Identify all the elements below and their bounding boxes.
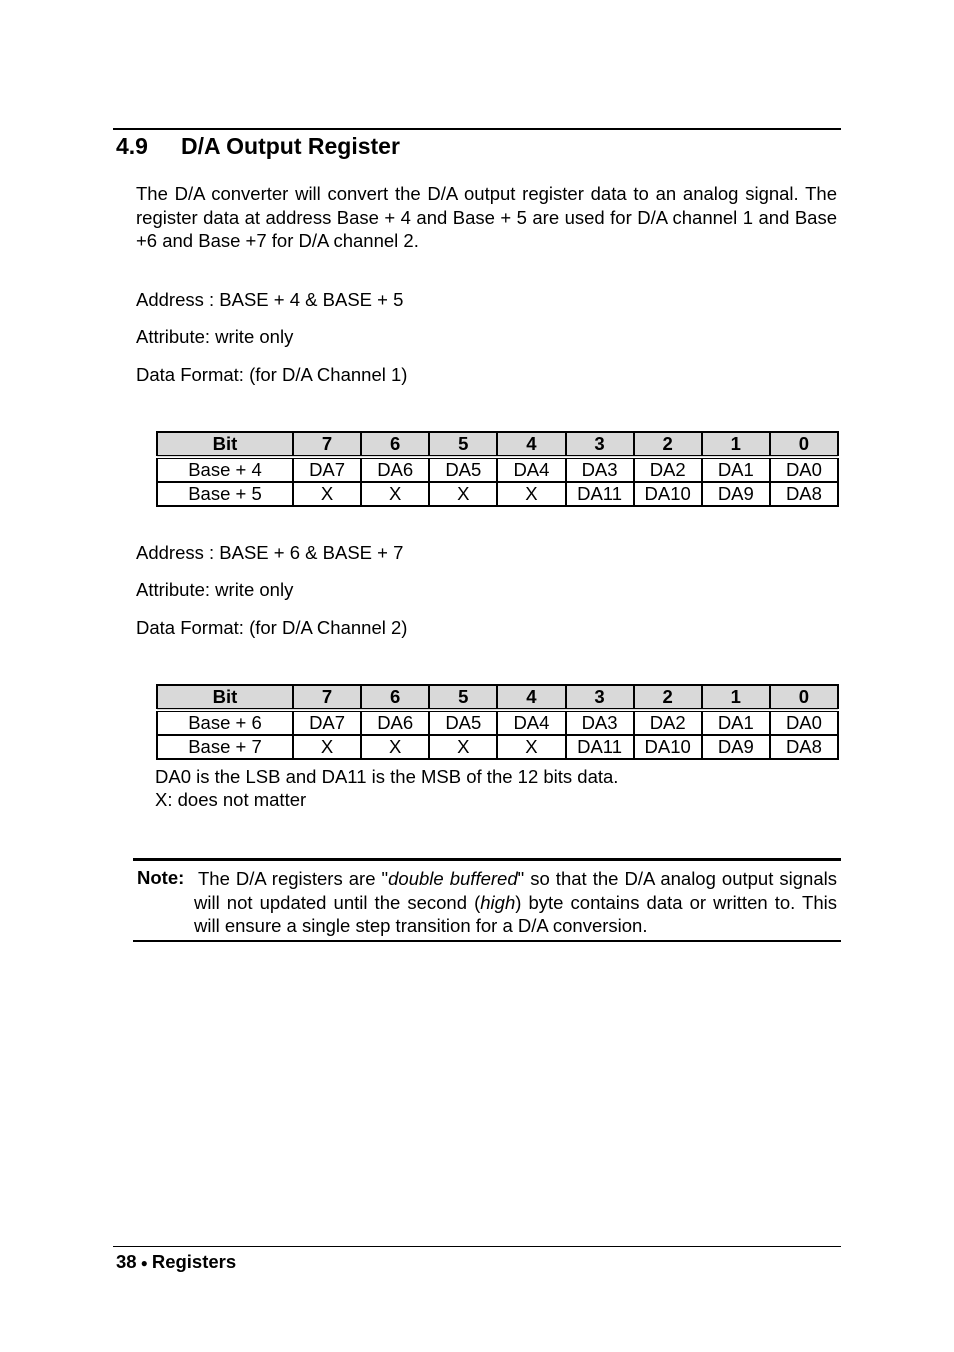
table-cell: X <box>497 735 565 759</box>
table-row <box>157 482 838 506</box>
ch2-address: Address : BASE + 6 & BASE + 7 <box>136 542 404 563</box>
table-cell: DA0 <box>770 710 838 735</box>
header-cell: Bit <box>157 685 293 710</box>
note-text <box>194 867 837 938</box>
table-cell: Base + 5 <box>157 482 293 506</box>
table-cell: DA7 <box>293 457 361 482</box>
table-cell: DA8 <box>770 735 838 759</box>
table-header-row <box>157 685 838 710</box>
table-cell: DA1 <box>702 457 770 482</box>
note-text-part: The D/A registers are " <box>198 868 389 889</box>
table-cell: X <box>497 482 565 506</box>
header-cell: 7 <box>293 685 361 710</box>
table-cell: DA11 <box>566 735 634 759</box>
note-rule-top <box>133 858 841 861</box>
table-cell: X <box>361 735 429 759</box>
header-cell: 0 <box>770 685 838 710</box>
table-cell: DA3 <box>566 457 634 482</box>
header-cell: 4 <box>497 432 565 457</box>
note-emphasis: high <box>480 891 516 913</box>
header-cell: 3 <box>566 685 634 710</box>
header-cell: 7 <box>293 432 361 457</box>
page-footer <box>116 1251 236 1273</box>
table-notes <box>155 765 618 811</box>
ch1-register-table <box>156 431 839 507</box>
table-cell: DA11 <box>566 482 634 506</box>
table-cell: X <box>429 735 497 759</box>
header-cell: 1 <box>702 685 770 710</box>
header-cell: Bit <box>157 432 293 457</box>
header-cell: 0 <box>770 432 838 457</box>
header-cell: 5 <box>429 432 497 457</box>
table-cell: DA2 <box>634 457 702 482</box>
footer-rule <box>113 1246 841 1247</box>
table-cell: DA5 <box>429 457 497 482</box>
table-cell: DA9 <box>702 735 770 759</box>
table-cell: DA4 <box>497 457 565 482</box>
header-cell: 3 <box>566 432 634 457</box>
ch1-address: Address : BASE + 4 & BASE + 5 <box>136 289 404 310</box>
section-number: 4.9 <box>116 133 148 159</box>
table-cell: DA6 <box>361 710 429 735</box>
table-cell: DA3 <box>566 710 634 735</box>
ch2-format: Data Format: (for D/A Channel 2) <box>136 617 408 638</box>
note-rule-bottom <box>133 940 841 942</box>
header-cell: 5 <box>429 685 497 710</box>
ch2-attribute: Attribute: write only <box>136 579 294 600</box>
section-heading <box>116 133 400 160</box>
table-cell: Base + 6 <box>157 710 293 735</box>
note-emphasis: double buffered <box>388 868 518 889</box>
section-title: D/A Output Register <box>181 133 400 159</box>
table-cell: Base + 4 <box>157 457 293 482</box>
note-text-part: " so that the D/A analog output signals will not updated until the second ( <box>194 868 837 913</box>
table-header-row <box>157 432 838 457</box>
header-cell: 4 <box>497 685 565 710</box>
header-cell: 2 <box>634 432 702 457</box>
table-cell: DA2 <box>634 710 702 735</box>
ch2-register-table <box>156 684 839 760</box>
table-cell: DA1 <box>702 710 770 735</box>
header-cell: 6 <box>361 432 429 457</box>
table-row <box>157 457 838 482</box>
table-row <box>157 735 838 759</box>
header-cell: 2 <box>634 685 702 710</box>
header-cell: 1 <box>702 432 770 457</box>
table-cell: Base + 7 <box>157 735 293 759</box>
table-row <box>157 710 838 735</box>
table-cell: X <box>361 482 429 506</box>
table-cell: DA4 <box>497 710 565 735</box>
table-cell: DA8 <box>770 482 838 506</box>
top-rule <box>113 128 841 130</box>
table-cell: DA0 <box>770 457 838 482</box>
ch1-format: Data Format: (for D/A Channel 1) <box>136 364 408 385</box>
header-cell: 6 <box>361 685 429 710</box>
table-cell: DA6 <box>361 457 429 482</box>
table-cell: DA5 <box>429 710 497 735</box>
bullet-icon: ● <box>140 1256 148 1271</box>
table-cell: X <box>429 482 497 506</box>
table-cell: X <box>293 482 361 506</box>
note-text-part: ) byte contains data or written to. This will ensure a single step transition for a D/A conversion. <box>194 891 838 936</box>
note-label: Note: <box>137 867 185 888</box>
intro-paragraph: The D/A converter will convert the D/A output register data to an analog signal. The register data at address Base + 4 and Base + 5 are used for D/A channel 1 and Base +6 and Base +7 for D/A channel 2. <box>136 183 837 251</box>
page-number: 38 <box>116 1251 137 1272</box>
footer-section: Registers <box>151 1251 237 1272</box>
table-cell: DA7 <box>293 710 361 735</box>
table-cell: DA10 <box>634 482 702 506</box>
ch1-attribute: Attribute: write only <box>136 326 294 347</box>
lsb-msb-note: DA0 is the LSB and DA11 is the MSB of the 12 bits data. <box>155 766 619 787</box>
table-cell: DA10 <box>634 735 702 759</box>
table-cell: X <box>293 735 361 759</box>
x-meaning-note: X: does not matter <box>155 789 307 810</box>
table-cell: DA9 <box>702 482 770 506</box>
